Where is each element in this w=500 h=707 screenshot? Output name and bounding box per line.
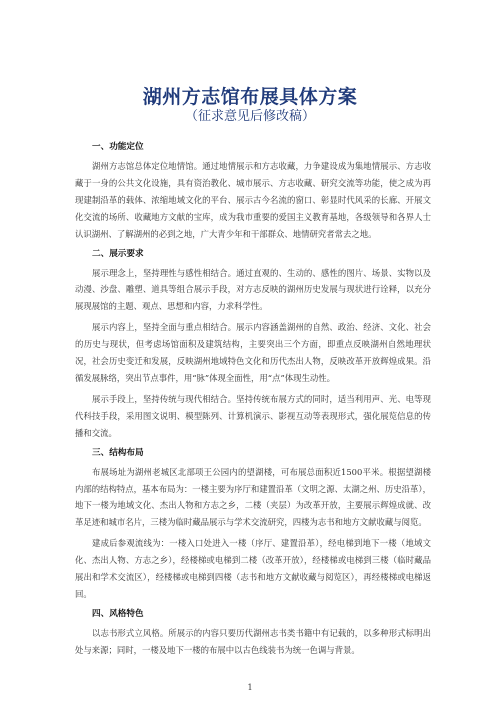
paragraph: 展示手段上，坚持传统与现代相结合。坚持传统布展方式的同时，适当利用声、光、电等现代科技手段，采用图文说明、模型陈列、计算机演示、影视互动等表现形式，强化展览信息的传播和交流。 [75, 393, 431, 438]
paragraph: 展示理念上，坚持理性与感性相结合。通过直观的、生动的、感性的图片、场景、实物以及动漫、沙盘、雕塑、道具等组合展示手段，对方志反映的湖州历史发展与现状进行诠释，以充分展现展馆的主题、观点、思想和内容，力求科学性。 [75, 267, 431, 312]
section-heading-function: 一、功能定位 [92, 142, 144, 152]
paragraph: 湖州方志馆总体定位地情馆。通过地情展示和方志收藏，力争建设成为集地情展示、方志收藏于一身的公共文化设施，具有资治教化、城市展示、方志收藏、研究交流等功能，使之成为再现建制沿革的载体、浓缩地域文化的平台、展示古今名流的窗口、彰显时代风采的长廊、开展文化交流的场所、收藏地方文献的宝库，成为我市重要的爱国主义教育基地，各级领导和各界人士认识湖州、了解湖州的必到之地，广大青少年和干部群众、地情研究者常去之地。 [75, 161, 431, 239]
section-heading-style: 四、风格特色 [92, 608, 144, 619]
paragraph: 以志书形式立风格。所展示的内容只要历代湖州志书类书籍中有记载的，以多种形式标明出处与来源；同时，一楼及地下一楼的布展中以古色线装书为统一色调与背景。 [75, 627, 431, 655]
paragraph: 展示内容上，坚持全面与重点相结合。展示内容涵盖湖州的自然、政治、经济、文化、社会的历史与现状，但考虑场馆面积及建筑结构，主要突出三个方面，即重点反映湖州自然地理状况，社会历史变迁和发展，反映湖州地域特色文化和历代杰出人物，反映改革开放辉煌成果。沿循发展脉络，突出节点事件，用“脉”体现全面性，用“点”体现生动性。 [75, 322, 431, 383]
paragraph: 建成后参观流线为：一楼入口处进入一楼（序厅、建置沿革），经电梯到地下一楼（地域文化、杰出人物、方志之乡），经楼梯或电梯到二楼（改革开放），经楼梯或电梯到三楼（临时藏品展出和学术交流区），经楼梯或电梯到四楼（志书和地方文献收藏与阅览区），再经楼梯或电梯返回。 [75, 538, 431, 599]
section-heading-layout: 三、结构布局 [92, 447, 144, 458]
document-title: 湖州方志馆布展具体方案 [142, 86, 358, 108]
paragraph: 布展场址为湖州老城区北部项王公园内的望湖楼，可布展总面积近1500平米。根据望湖楼内部的结构特点，基本布局为：一楼主要为序厅和建置沿革（文明之源、太湖之州、历史沿革），地下一楼为地域文化、杰出人物和方志之乡，二楼（夹层）为改革开放，主要展示辉煌成就、改革足迹和城市名片，三楼为临时藏品展示与学术交流研究，四楼为志书和地方文献收藏与阅览。 [75, 466, 431, 528]
page-number: 1 [247, 683, 253, 692]
document-subtitle: （征求意见后修改稿） [184, 109, 315, 124]
section-heading-requirements: 二、展示要求 [92, 248, 144, 259]
document-body [75, 140, 431, 663]
